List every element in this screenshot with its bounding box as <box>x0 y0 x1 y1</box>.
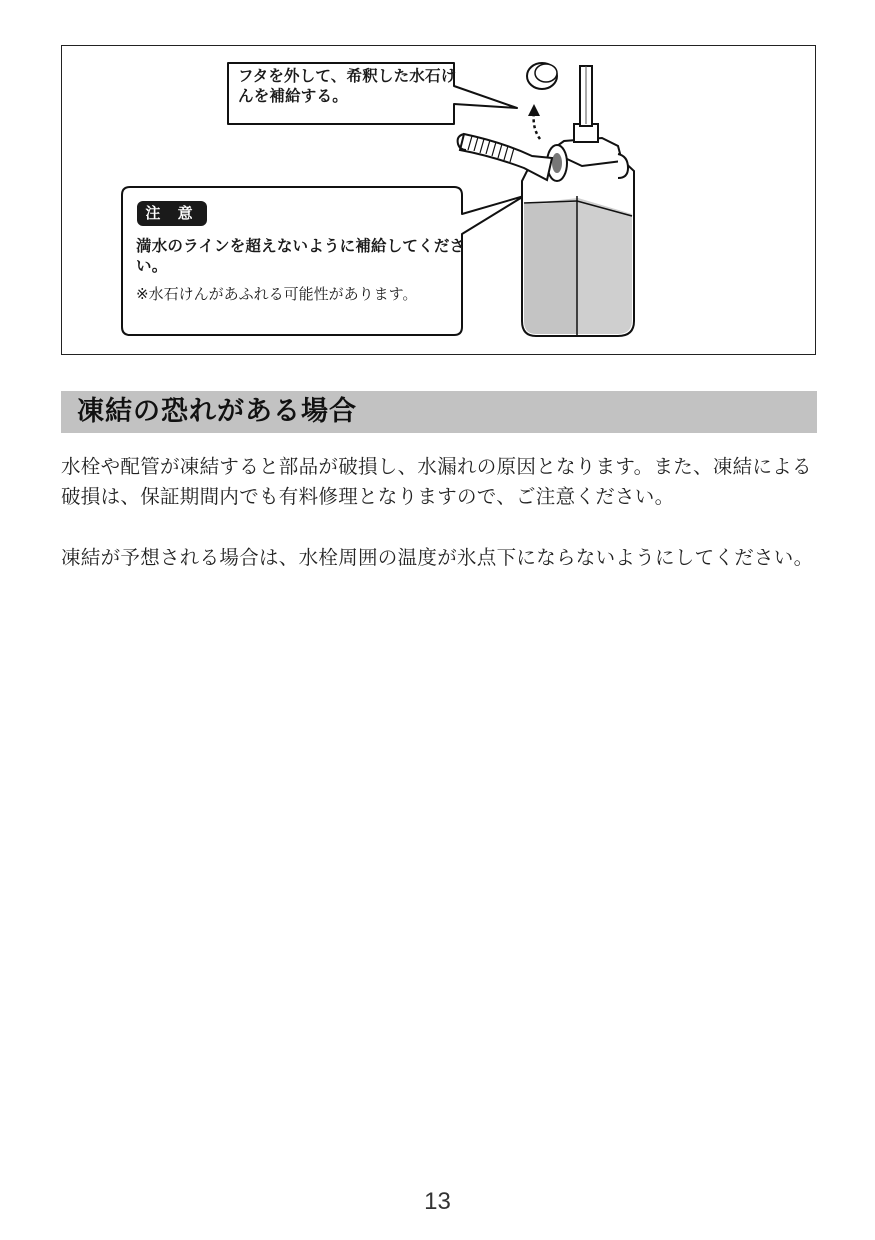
paragraph-freezing-prevention: 凍結が予想される場合は、水栓周囲の温度が氷点下にならないようにしてください。 <box>61 546 814 569</box>
refill-callout-text: フタを外して、希釈した水石けんを補給する。 <box>238 67 457 105</box>
caution-badge: 注 意 <box>137 201 207 226</box>
paragraph-freezing-damage: 水栓や配管が凍結すると部品が破損し、水漏れの原因となります。また、凍結による破損は、保証期間内でも有料修理となりますので、ご注意ください。 <box>61 455 812 508</box>
section-header <box>61 391 817 433</box>
liquid-side <box>524 202 577 334</box>
hose <box>460 134 552 180</box>
caution-note-text: ※水石けんがあふれる可能性があります。 <box>136 285 418 303</box>
section-title: 凍結の恐れがある場合 <box>77 396 357 427</box>
arrow-icon <box>534 112 540 139</box>
illustration-figure <box>61 45 816 355</box>
page-number: 13 <box>424 1188 451 1215</box>
caution-main-text: 満水のラインを超えないように補給してください。 <box>136 237 466 275</box>
